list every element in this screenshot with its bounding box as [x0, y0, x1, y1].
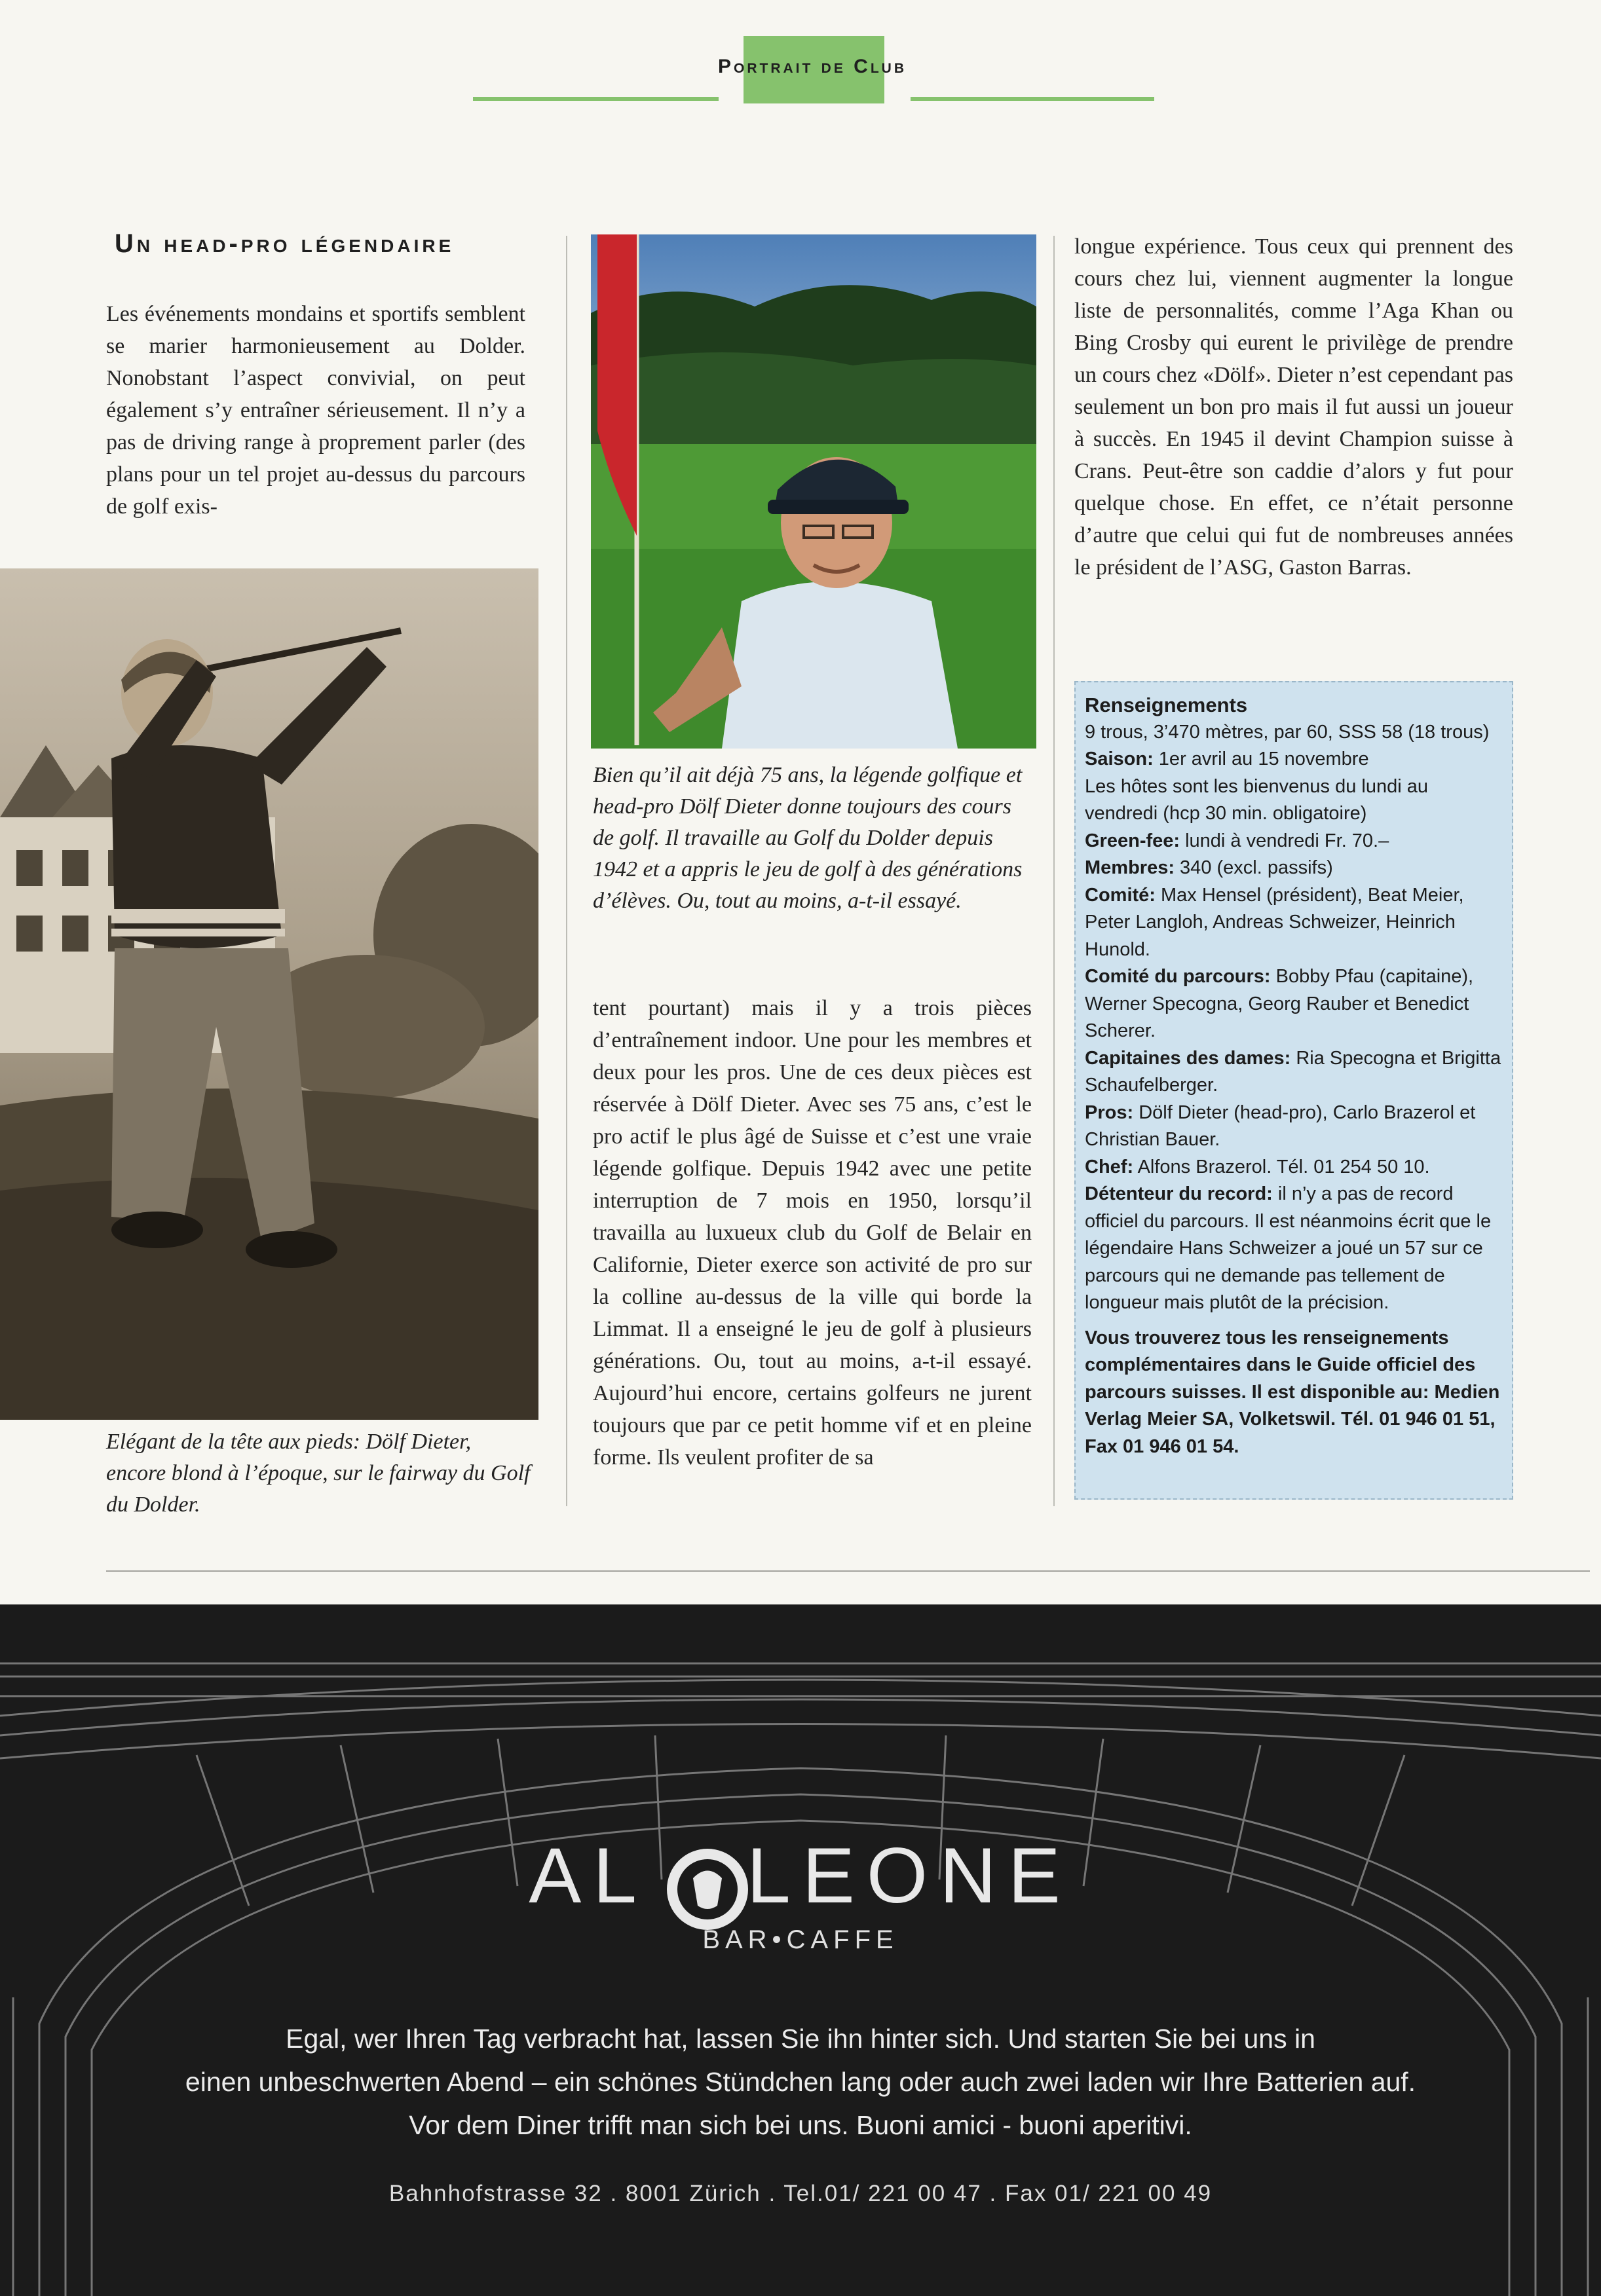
info-comite: [1085, 882, 1503, 964]
golf-pro-illustration: [591, 234, 1036, 749]
header-rule-right: [911, 97, 1154, 101]
info-comite-parcours-label: Comité du parcours:: [1085, 966, 1271, 987]
info-course-line: 9 trous, 3’470 mètres, par 60, SSS 58 (18 trous): [1085, 721, 1490, 743]
info-capitaines-label: Capitaines des dames:: [1085, 1047, 1291, 1069]
info-comite-label: Comité:: [1085, 884, 1156, 906]
photo-1-caption: Elégant de la tête aux pieds: Dölf Dieter, encore blond à l’époque, sur le fairway du Golf du Dolder.: [106, 1430, 531, 1517]
info-record: [1085, 1181, 1503, 1317]
ad-text-line-2: einen unbeschwerten Abend – ein schönes Stündchen lang oder auch zwei laden wir Ihre Batterien auf.: [185, 2067, 1416, 2097]
article-heading: Un head-pro légendaire: [115, 229, 455, 258]
info-greenfee-label: Green-fee:: [1085, 830, 1180, 851]
info-saison-value: 1er avril au 15 novembre: [1153, 749, 1369, 769]
info-comite-parcours: [1085, 963, 1503, 1045]
info-capitaines-value: Ria Specogna et Brigitta Schaufelberger.: [1085, 1047, 1501, 1096]
column-divider-1: [566, 236, 567, 1506]
info-pros-label: Pros:: [1085, 1102, 1134, 1123]
vintage-golfer-illustration: [0, 568, 538, 1420]
info-hotes: Les hôtes sont les bienvenus du lundi au vendredi (hcp 30 min. obligatoire): [1085, 775, 1428, 824]
info-comite-value: Max Hensel (président), Beat Meier, Peter Langloh, Andreas Schweizer, Heinrich Hunold.: [1085, 884, 1464, 960]
info-chef-label: Chef:: [1085, 1156, 1134, 1177]
info-saison: [1085, 746, 1503, 773]
golf-pro-photo: [591, 234, 1036, 749]
info-pros-value: Dölf Dieter (head-pro), Carlo Brazerol et Christian Bauer.: [1085, 1102, 1476, 1150]
info-pros: [1085, 1100, 1503, 1154]
al-leone-ad: [0, 1604, 1601, 2296]
logo-left-text: AL: [529, 1832, 649, 1919]
column-3-text: longue expérience. Tous ceux qui prennent des cours chez lui, viennent augmenter la longue liste de personnalités, comme l’Aga Khan ou Bing Crosby qui eurent le privilège de prendre un cours chez «Dölf». Dieter n’est cependant pas seulement un bon pro mais il fut aussi un joueur à succès. En 1945 il devint Champion suisse à Crans. Peut-être son caddie d’alors y fut pour quelque chose. En effet, ce n’était personne d’autre que celui qui fut de nombreuses années le président de l’ASG, Gaston Barras.: [1074, 234, 1513, 580]
column-divider-2: [1053, 236, 1055, 1506]
photo-2-caption: Bien qu’il ait déjà 75 ans, la légende golfique et head-pro Dölf Dieter donne toujours des cours de golf. Il travaille au Golf du Dolder depuis 1942 et a appris le jeu de golf à des générations d’élèves. Ou, tout au moins, a-t-il essayé.: [593, 763, 1023, 913]
info-record-value: il n’y a pas de record officiel du parcours. Il est néanmoins écrit que le légendaire Hans Schweizer a joué un 57 sur ce parcours qui ne demande pas tellement de longueur mais plutôt de la précision.: [1085, 1183, 1492, 1313]
logo-right-text: LEONE: [746, 1832, 1072, 1919]
info-box: [1074, 681, 1513, 1500]
ad-subtitle: BAR•CAFFE: [702, 1925, 899, 1954]
info-membres: [1085, 855, 1503, 882]
info-greenfee-value: lundi à vendredi Fr. 70.–: [1180, 830, 1389, 851]
info-saison-label: Saison:: [1085, 749, 1154, 769]
column-1-text: Les événements mondains et sportifs semblent se marier harmonieusement au Dolder. Nonobstant l’aspect convivial, on peut également s’y entraîner sérieusement. Il n’y a pas de driving range à proprement parler (des plans pour un tel projet au-dessus du parcours de golf exis-: [106, 302, 525, 519]
info-box-title: Renseignements: [1085, 694, 1248, 716]
info-membres-label: Membres:: [1085, 857, 1175, 878]
info-record-label: Détenteur du record:: [1085, 1183, 1273, 1204]
vintage-golfer-photo: [0, 568, 538, 1420]
section-title: Portrait de Club: [718, 56, 907, 77]
header-rule-left: [473, 97, 719, 101]
info-chef-value: Alfons Brazerol. Tél. 01 254 50 10.: [1133, 1156, 1430, 1177]
ad-address: Bahnhofstrasse 32 . 8001 Zürich . Tel.01/ 221 00 47 . Fax 01/ 221 00 49: [388, 2181, 1213, 2206]
info-chef: [1085, 1154, 1503, 1181]
info-greenfee: [1085, 828, 1503, 855]
info-membres-value: 340 (excl. passifs): [1175, 857, 1333, 878]
info-comite-parcours-value: Bobby Pfau (capitaine), Werner Specogna, Georg Rauber et Benedict Scherer.: [1085, 966, 1474, 1041]
ad-text-line-3: Vor dem Diner trifft man sich bei uns. Buoni amici - buoni aperitivi.: [409, 2110, 1192, 2140]
info-footer: Vous trouverez tous les renseignements complémentaires dans le Guide officiel des parcours suisses. Il est disponible au: Medien Verlag Meier SA, Volketswil. Tél. 01 946 01 51, Fax 01 946 01 54.: [1085, 1327, 1500, 1457]
ad-text-line-1: Egal, wer Ihren Tag verbracht hat, lassen Sie ihn hinter sich. Und starten Sie bei uns in: [286, 2024, 1315, 2054]
ad-separator: [106, 1570, 1590, 1572]
info-capitaines: [1085, 1045, 1503, 1100]
ad-text: [131, 2017, 1470, 2147]
al-leone-logo: [0, 1830, 1601, 1921]
column-2-text: tent pourtant) mais il y a trois pièces d’entraînement indoor. Une pour les membres et deux pour les pros. Une de ces deux pièces est réservée à Dölf Dieter. Avec ses 75 ans, c’est le pro actif le plus âgé de Suisse et c’est une vraie légende golfique. Depuis 1942 avec une petite interruption de 7 mois en 1950, lorsqu’il travailla au luxueux club du Golf de Belair en Californie, Dieter exerce son activité de pro sur la colline au-dessus de la ville qui borde la Limmat. Il a enseigné le jeu de golf à plusieurs générations. Ou, tout au moins, a-t-il essayé. Aujourd’hui encore, certains golfeurs ne jurent toujours que par ce petit homme vif et en pleine forme. Ils veulent profiter de sa: [593, 996, 1032, 1470]
